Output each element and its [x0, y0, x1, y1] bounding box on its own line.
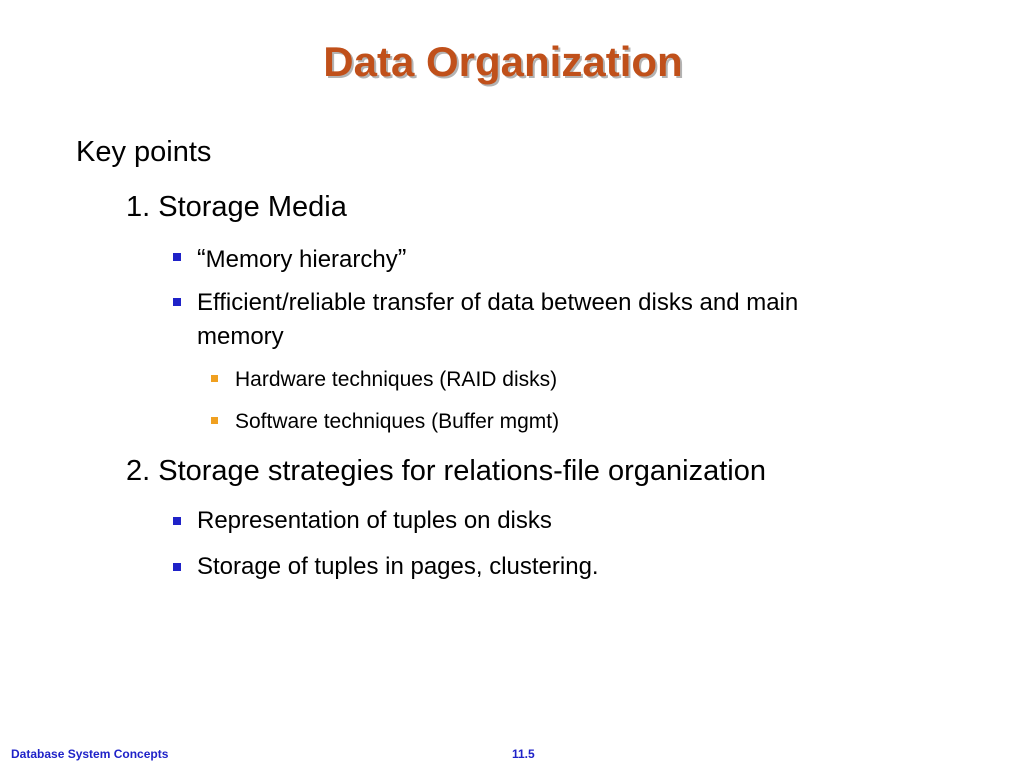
representation-item: Representation of tuples on disks	[197, 507, 552, 534]
square-bullet-icon	[173, 253, 181, 261]
square-bullet-icon	[173, 517, 181, 525]
square-bullet-icon	[211, 375, 218, 382]
key-points-heading: Key points	[76, 136, 212, 168]
storage-of-tuples-item: Storage of tuples in pages, clustering.	[197, 553, 599, 580]
footer-course-title: Database System Concepts	[11, 747, 169, 761]
square-bullet-icon	[173, 298, 181, 306]
hardware-techniques-item: Hardware techniques (RAID disks)	[235, 368, 558, 391]
storage-media-item: 1. Storage Media	[126, 191, 347, 223]
open-quote: “	[197, 243, 206, 273]
storage-strategies-item: 2. Storage strategies for relations-file organization	[126, 455, 766, 487]
footer-slide-number: 11.5	[512, 747, 535, 761]
efficient-transfer-item-line1: Efficient/reliable transfer of data between disks and main	[197, 289, 799, 316]
slide-title: Data Organization	[323, 38, 683, 85]
square-bullet-icon	[211, 417, 218, 424]
square-bullet-icon	[173, 563, 181, 571]
close-quote: ”	[397, 243, 407, 273]
memory-hierarchy-text: Memory hierarchy	[205, 246, 398, 273]
memory-hierarchy-item	[197, 243, 406, 274]
efficient-transfer-item-line2: memory	[197, 323, 284, 350]
software-techniques-item: Software techniques (Buffer mgmt)	[235, 410, 560, 433]
